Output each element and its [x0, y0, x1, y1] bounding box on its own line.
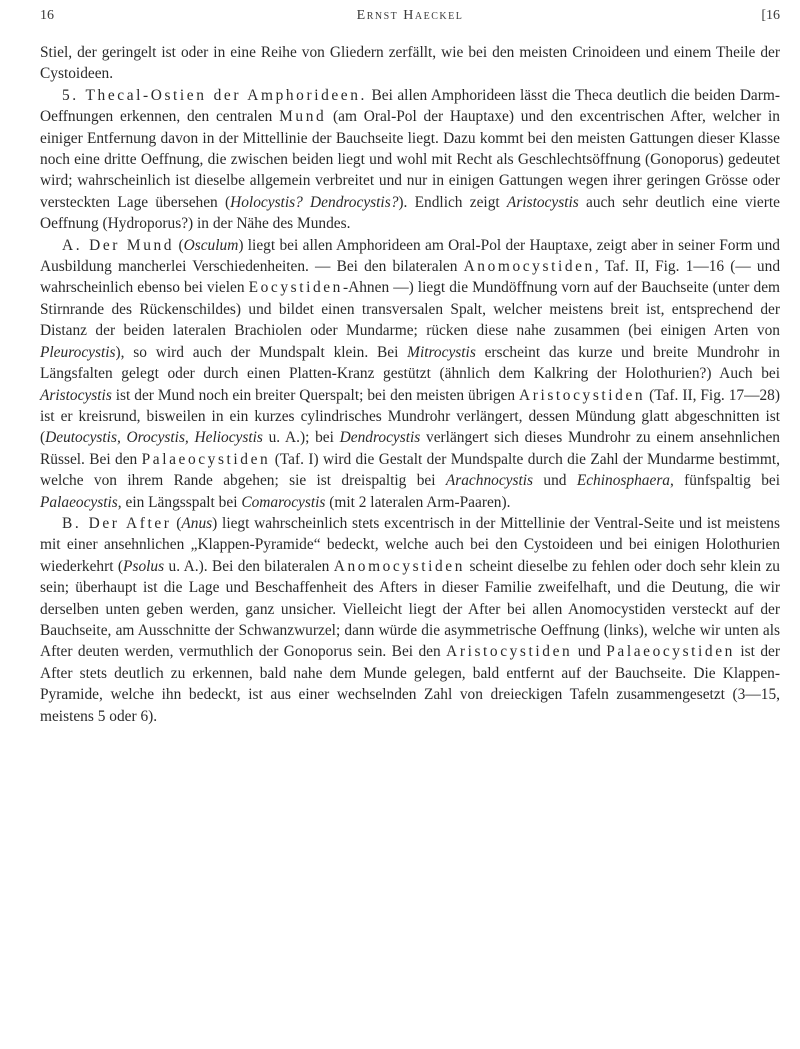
section-heading-mund: A. Der Mund — [62, 236, 175, 254]
paragraph-after: B. Der After (Anus) liegt wahrscheinlich stets excentrisch in der Mittellinie der Ventral-Seite und ist meistens mit einer ansehnlichen „Klappen-Pyramide“ bedeckt, welche auch bei den Cystoideen und bei einigen Holothurien wiederkehrt (Psolus u. A.). Bei den bilateralen Anomocystiden scheint dieselbe zu fehlen oder doch sehr klein zu sein; überhaupt ist die Lage und Beschaffenheit des Afters in dieser Familie zweifelhaft, und die Deutung, die wir derselben unten geben werden, ganz unsicher. Vielleicht liegt der After bei allen Anomocystiden versteckt auf der Bauchseite, am Ausschnitte der Schwanzwurzel; dann würde die asymmetrische Oeffnung (links), welche wir unten als After deuten werden, vermuthlich der Gonoporus sein. Bei den Aristocystiden und Palaeocystiden ist der After stets deutlich zu erkennen, bald nahe dem Munde gelegen, bald entfernt auf der Bauchseite. Die Klappen-Pyramide, welche ihn bedeckt, ist aus einer wechselnden Zahl von dreieckigen Tafeln zusammengesetzt (3—15, meistens 5 oder 6). — [40, 514, 780, 725]
emphasis-mund: Mund — [279, 108, 327, 126]
paragraph-thecal-ostien: 5. Thecal-Ostien der Amphorideen. Bei allen Amphorideen lässt die Theca deutlich die beiden Darm-Oeffnungen erkennen, den centralen Mund (am Oral-Pol der Hauptaxe) und den excentrischen After, welcher in einiger Entfernung davon in der Mittellinie der Bauchseite liegt. Dazu kommt bei den meisten Gattungen dieser Klasse noch eine dritte Oeffnung, die zwischen beiden liegt und wohl mit Recht als Geschlechtsöffnung (Gonoporus) gedeutet wird; wahrscheinlich ist dieselbe allgemein verbreitet und nur in einigen Gattungen wegen ihrer geringen Grösse oder versteckten Lage übersehen (Holocystis? Dendrocystis?). Endlich zeigt Aristocystis auch sehr deutlich eine vierte Oeffnung (Hydroporus?) in der Nähe des Mundes. — [40, 86, 780, 233]
running-header — [40, 4, 780, 28]
page-number: 16 — [40, 8, 54, 23]
paragraph-mund: A. Der Mund (Osculum) liegt bei allen Amphorideen am Oral-Pol der Hauptaxe, zeigt aber in seiner Form und Ausbildung mancherlei Verschiedenheiten. — Bei den bilateralen Anomocystiden, Taf. II, Fig. 1—16 (— und wahrscheinlich ebenso bei vielen Eocystiden-Ahnen —) liegt die Mundöffnung vorn auf der Bauchseite (unter dem Stirnrande des Rückenschildes) und bildet einen transversalen Spalt, welcher meistens breit ist, entsprechend der Distanz der beiden lateralen Brachiolen oder Mundarme; rücken diese nahe zusammen (bei einigen Arten von Pleurocystis), so wird auch der Mundspalt klein. Bei Mitrocystis erscheint das kurze und breite Mundrohr in Längsfalten gelegt oder durch einen Platten-Kranz gestützt (ähnlich dem Kalkring der Holothurien?) Auch bei Aristocystis ist der Mund noch ein breiter Querspalt; bei den meisten übrigen Aristocystiden (Taf. II, Fig. 17—28) ist er kreisrund, bisweilen in ein kurzes cylindrisches Mundrohr verlängert, dessen Mündung glatt abgeschnitten ist (Deutocystis, Orocystis, Heliocystis u. A.); bei Dendrocystis verlängert sich dieses Mundrohr zu einem ansehnlichen Rüssel. Bei den Palaeocystiden (Taf. I) wird die Gestalt der Mundspalte durch die Zahl der Mundarme bestimmt, welche von ihrem Rande abgehen; sie ist dreispaltig bei Arachnocystis und Echinosphaera, fünfspaltig bei Palaeocystis, ein Längsspalt bei Comarocystis (mit 2 lateralen Arm-Paaren). — [40, 236, 781, 511]
original-page-number: [16 — [761, 8, 780, 23]
section-heading-after: B. Der After — [62, 514, 172, 532]
body-text — [40, 42, 780, 727]
paragraph-stiel: Stiel, der geringelt ist oder in eine Reihe von Gliedern zerfällt, wie bei den meisten Crinoideen und einem Theile der Cystoideen. — [40, 44, 780, 83]
document-page — [40, 4, 780, 727]
section-heading-thecal-ostien: 5. Thecal-Ostien der Amphorideen. — [62, 86, 367, 104]
running-title-author: Ernst Haeckel — [356, 8, 464, 23]
